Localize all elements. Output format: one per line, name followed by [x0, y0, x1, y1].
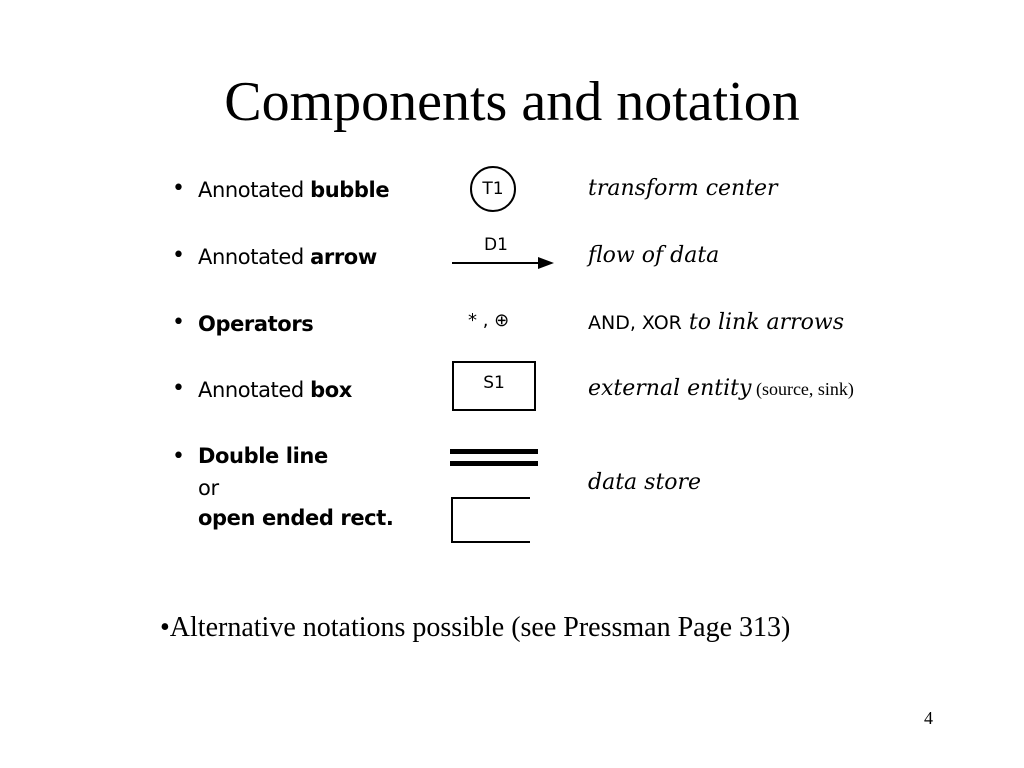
- notation-description: flow of data: [588, 243, 720, 268]
- notation-row-operators: [0, 304, 1024, 344]
- notation-description: data store: [588, 470, 702, 495]
- bullet: •: [172, 310, 185, 335]
- bullet: •: [172, 376, 185, 401]
- double-line-icon: [448, 446, 542, 470]
- bullet: •: [172, 444, 185, 469]
- notation-label: [198, 178, 389, 202]
- description-italic: external entity: [588, 376, 752, 401]
- label-prefix: Annotated: [198, 245, 311, 269]
- label-bold: open ended rect.: [198, 506, 394, 530]
- notation-label: [198, 378, 352, 402]
- label-bold: Operators: [198, 312, 314, 336]
- description-italic: to link arrows: [681, 310, 845, 335]
- bullet: •: [172, 176, 185, 201]
- operators-symbol: * , ⊕: [468, 310, 510, 331]
- bullet: •: [172, 243, 185, 268]
- notation-description: [588, 310, 844, 335]
- label-prefix: Annotated: [198, 178, 311, 202]
- description-suffix: (source, sink): [751, 379, 854, 399]
- label-bold: bubble: [310, 178, 390, 202]
- bubble-symbol: T1: [470, 166, 516, 212]
- notation-label: [198, 312, 313, 336]
- arrow-label: D1: [484, 235, 508, 255]
- notation-row-bubble: [0, 170, 1024, 210]
- label-bold: arrow: [310, 245, 377, 269]
- operators-names: AND, XOR: [588, 312, 682, 334]
- notation-description: [588, 376, 854, 401]
- notation-label: [198, 245, 377, 269]
- notation-label-or: or: [198, 476, 219, 500]
- open-ended-rect-icon: [448, 496, 534, 546]
- notation-label-open-rect: [198, 506, 393, 530]
- label-bold: Double line: [198, 444, 328, 468]
- box-symbol: S1: [452, 361, 536, 411]
- label-bold: box: [310, 378, 352, 402]
- label-prefix: Annotated: [198, 378, 311, 402]
- page-number: 4: [924, 708, 933, 728]
- notation-row-data-store: [0, 438, 1024, 548]
- footnote-text: •Alternative notations possible (see Pressman Page 313): [160, 612, 791, 643]
- notation-description: transform center: [588, 176, 778, 201]
- notation-row-arrow: [0, 237, 1024, 277]
- arrow-icon: [450, 255, 556, 271]
- notation-row-box: [0, 370, 1024, 410]
- notation-label-double-line: [198, 444, 328, 468]
- slide-title: Components and notation: [224, 71, 800, 133]
